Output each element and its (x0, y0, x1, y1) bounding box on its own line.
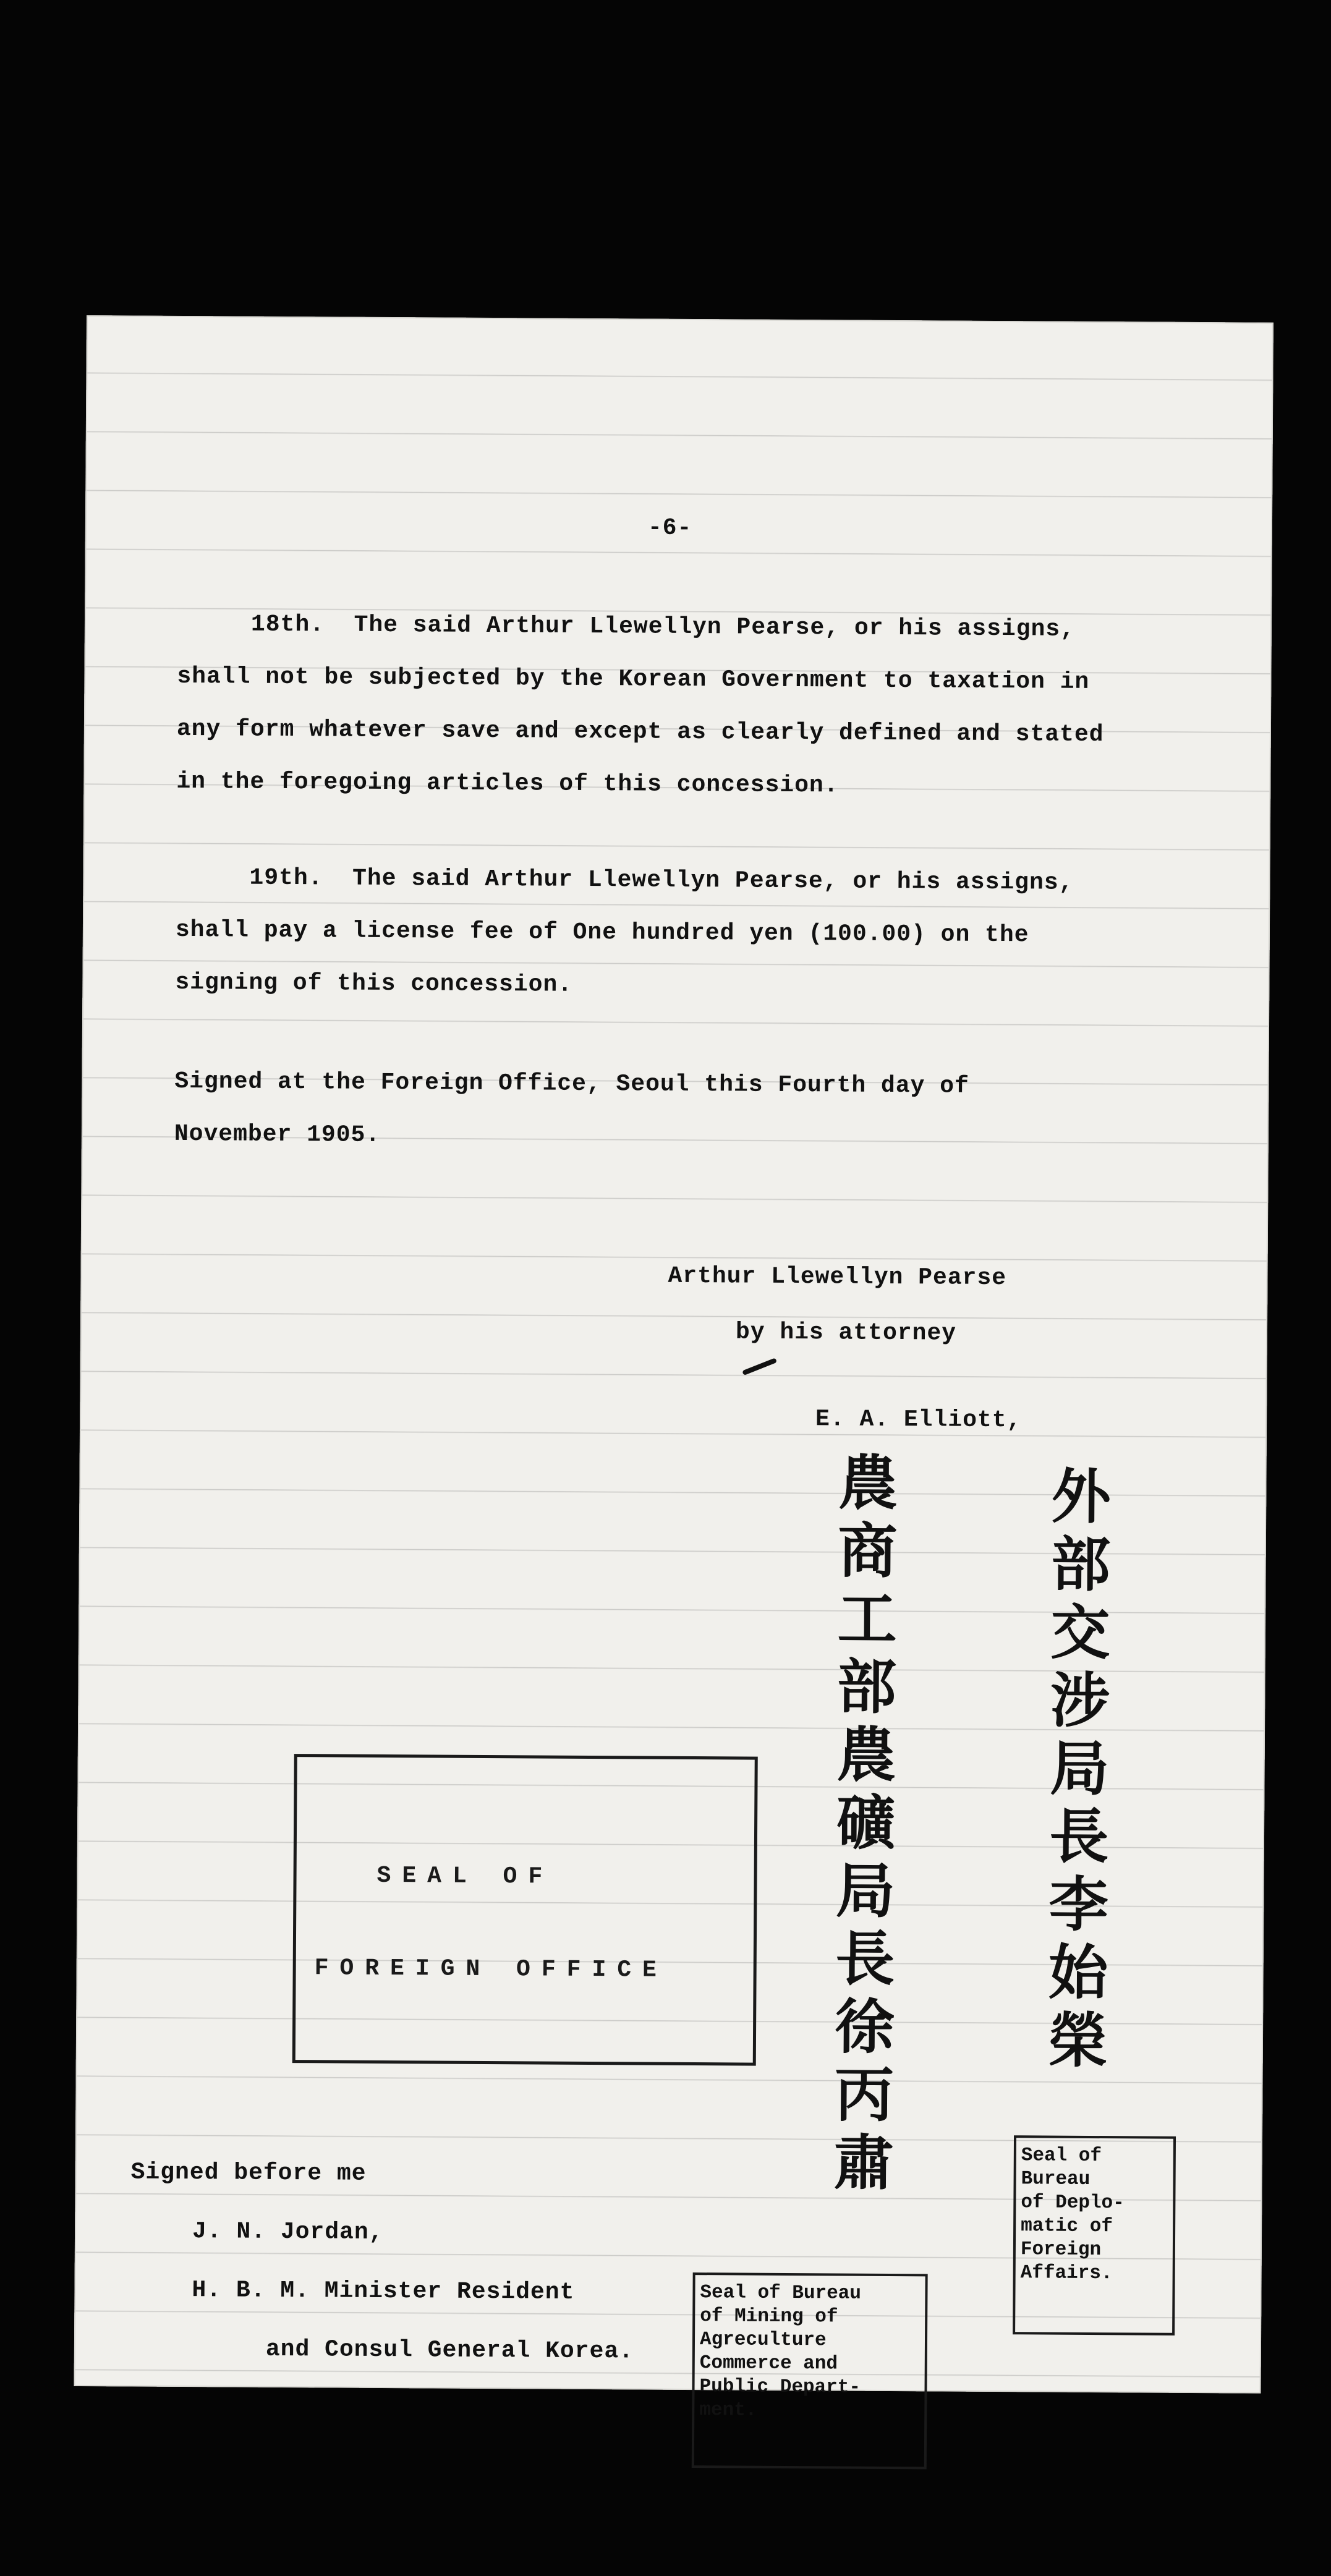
paragraph-18-line-3: any form whatever save and except as clearly defined and stated (176, 715, 1104, 749)
witness-line-2: J. N. Jordan, (192, 2218, 384, 2246)
paragraph-19-line-2: shall pay a license fee of One hundred yen (100.00) on the (175, 916, 1029, 949)
korean-signature-foreign-affairs: 外部交涉局長李始榮 (1038, 1464, 1112, 2078)
signatory-by-attorney: by his attorney (735, 1319, 957, 1347)
seal-line-1: SEAL OF (376, 1862, 554, 1890)
witness-line-3: H. B. M. Minister Resident (192, 2277, 575, 2306)
document-page (74, 315, 1274, 2421)
witness-line-4: and Consul General Korea. (265, 2336, 634, 2365)
attorney-name: E. A. Elliott, (815, 1406, 1022, 1434)
paragraph-18-line-2: shall not be subjected by the Korean Government to taxation in (177, 663, 1090, 695)
seal-bureau-diplomatic-box (1013, 2135, 1176, 2336)
signatory-name: Arthur Llewellyn Pearse (668, 1262, 1007, 1292)
page-number: -6- (647, 514, 692, 542)
seal-of-foreign-office-box (292, 1754, 758, 2066)
seal-line-2: FOREIGN OFFICE (314, 1955, 668, 1984)
paragraph-19-line-1: 19th. The said Arthur Llewellyn Pearse, or his assigns, (176, 864, 1074, 896)
paragraph-18-line-1: 18th. The said Arthur Llewellyn Pearse, or his assigns, (177, 610, 1076, 643)
signing-statement-line-1: Signed at the Foreign Office, Seoul this Fourth day of (174, 1068, 969, 1100)
seal-bureau-diplomatic-text: Seal of Bureau of Deplo- matic of Foreign Affairs. (1020, 2145, 1125, 2285)
paragraph-19-line-3: signing of this concession. (175, 969, 573, 998)
korean-signature-mining-bureau: 農商工部農礦局長徐丙肅 (824, 1451, 899, 2200)
seal-bureau-mining-box (692, 2272, 928, 2469)
seal-bureau-mining-text: Seal of Bureau of Mining of Agreculture Commerce and Public Depart- ment. (699, 2282, 862, 2421)
witness-line-1: Signed before me (130, 2159, 367, 2187)
paragraph-18-line-4: in the foregoing articles of this concession. (176, 768, 839, 799)
pen-mark (742, 1358, 777, 1375)
signing-statement-line-2: November 1905. (174, 1120, 381, 1149)
